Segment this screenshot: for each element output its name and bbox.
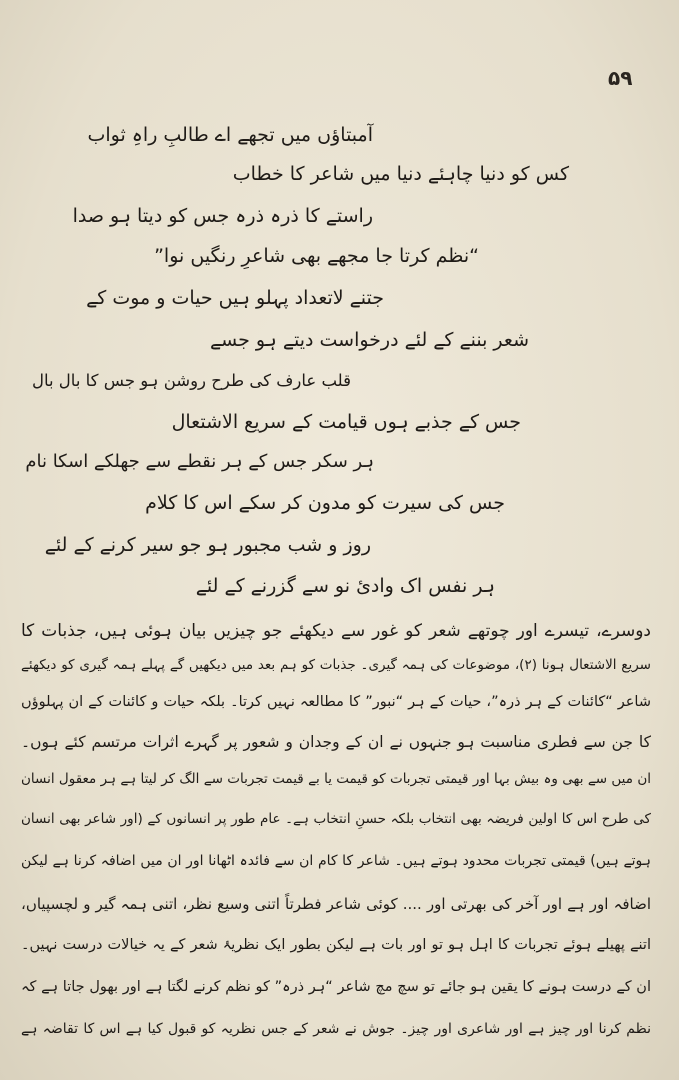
poem-line: ہر نفس اک وادیٔ نو سے گزرنے کے لئے: [195, 575, 495, 597]
prose-line: نظم کرنا اور چیز ہے اور شاعری اور چیز۔ جوش نے شعر کے جس نظریہ کو قبول کیا ہے اس کا تقاضہ ہے: [21, 1021, 651, 1037]
prose-line: شاعر “کائنات کے ہر ذرہ”، حیات کے ہر “نبور” کا مطالعہ نہیں کرتا۔ بلکہ حیات و کائنات کے ان پہلوؤں: [21, 694, 651, 710]
poem-line: جتنے لاتعداد پہلو ہیں حیات و موت کے: [86, 287, 384, 309]
poem-line: قلب عارف کی طرح روشن ہو جس کا بال بال: [31, 371, 351, 390]
poem-line: شعر بننے کے لئے درخواست دیتے ہو جسے: [209, 329, 529, 351]
poem-line: جس کے جذبے ہوں قیامت کے سریع الاشتعال: [171, 411, 521, 433]
prose-line: دوسرے، تیسرے اور چوتھے شعر کو غور سے دیکھئے جو چیزیں بیان ہوئی ہیں، جذبات کا: [21, 621, 651, 641]
prose-line: ان میں سے بھی وہ بیش بہا اور قیمتی تجربات کو قیمت یا بے قیمت تجربات سے الگ کر لیتا ہے ہر معقول انسان: [21, 771, 651, 787]
prose-line: سریع الاشتعال ہونا (۲)، موضوعات کی ہمہ گیری۔ جذبات کو ہم بعد میں دیکھیں گے پہلے ہمہ گیری کو دیکھئے: [21, 657, 651, 673]
prose-line: اتنے پھیلے ہوئے تجربات کا اہل ہو تو اور بات ہے لیکن بطور ایک نظریۂ شعر کے یہ خیالات درست نہیں۔: [21, 937, 651, 953]
prose-line: کی طرح اس کا اولین فریضہ بھی انتخاب بلکہ حسنِ انتخاب ہے۔ عام طور پر انسانوں کے (اور شاعر بھی انسان: [21, 811, 651, 827]
poem-line: “نظم کرتا جا مجھے بھی شاعرِ رنگیں نوا”: [154, 245, 479, 267]
prose-line: ہوتے ہیں) قیمتی تجربات محدود ہوتے ہیں۔ شاعر کا کام ان سے فائدہ اٹھانا اور ان میں اضافہ کرنا ہے لیکن: [21, 853, 651, 869]
prose-line: کا جن سے فطری مناسبت ہو جنہوں نے ان کے وجدان و شعور پر گہرے اثرات مرتسم کئے ہوں۔: [21, 733, 651, 751]
prose-line: ان کے درست ہونے کا یقین ہو جائے تو سچ مچ شاعر “ہر ذرہ” کو نظم کرنے لگتا ہے اور بھول جاتا ہے کہ: [21, 979, 651, 995]
page-number: ۵۹: [608, 66, 633, 90]
poem-line: روز و شب مجبور ہو جو سیر کرنے کے لئے: [44, 534, 371, 556]
poem-line: راستے کا ذرہ ذرہ جس کو دیتا ہو صدا: [72, 205, 373, 227]
poem-line: آمبتاؤں میں تجھے اے طالبِ راہِ ثواب: [87, 124, 373, 146]
poem-line: کس کو دنیا چاہئے دنیا میں شاعر کا خطاب: [232, 163, 569, 185]
poem-line: ہر سکر جس کے ہر نقطے سے جھلکے اسکا نام: [25, 451, 374, 472]
prose-line: اضافہ اور ہے اور آخر کی بھرتی اور .... کوئی شاعر فطرتاً اتنی وسیع نظر، اتنی ہمہ گیر و لچسپیاں،: [21, 895, 651, 913]
poem-line: جس کی سیرت کو مدون کر سکے اس کا کلام: [145, 492, 505, 514]
